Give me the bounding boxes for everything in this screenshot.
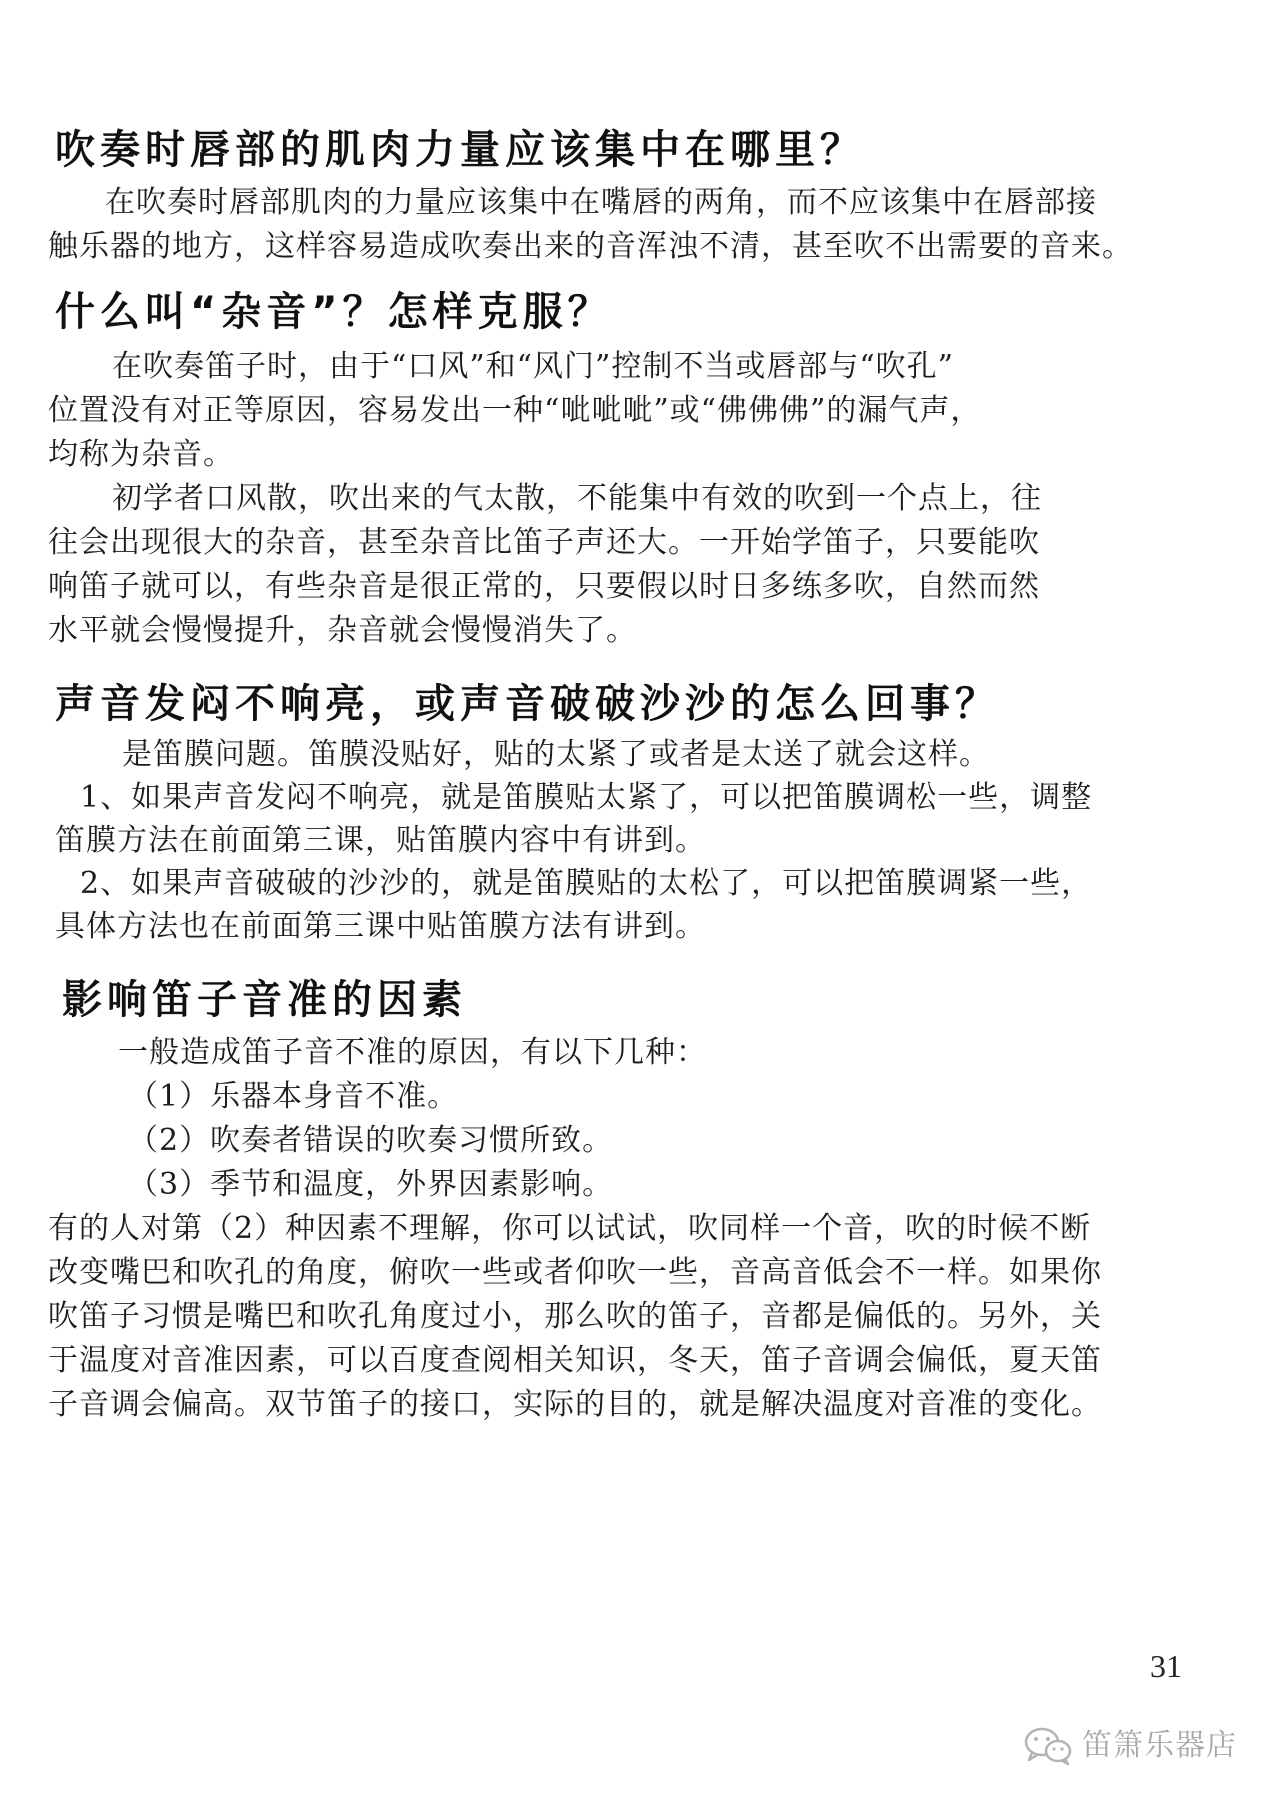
watermark-text: 笛箫乐器店 — [1082, 1728, 1237, 1763]
wechat-icon — [1022, 1726, 1074, 1766]
section-heading: 吹奏时唇部的肌肉力量应该集中在哪里？ — [55, 127, 865, 173]
paragraph-line: 于温度对音准因素，可以百度查阅相关知识，冬天，笛子音调会偏低，夏天笛 — [48, 1343, 1102, 1378]
paragraph-line: 往会出现很大的杂音，甚至杂音比笛子声还大。一开始学笛子，只要能吹 — [48, 525, 1040, 560]
paragraph-line: 初学者口风散，吹出来的气太散，不能集中有效的吹到一个点上，往 — [112, 481, 1042, 516]
paragraph-line: 位置没有对正等原因，容易发出一种“呲呲呲”或“佛佛佛”的漏气声， — [48, 393, 982, 428]
section-heading: 声音发闷不响亮，或声音破破沙沙的怎么回事？ — [55, 681, 1000, 727]
paragraph-line: 触乐器的地方，这样容易造成吹奏出来的音浑浊不清，甚至吹不出需要的音来。 — [48, 229, 1133, 264]
paragraph-line: 是笛膜问题。笛膜没贴好，贴的太紧了或者是太送了就会这样。 — [122, 737, 990, 772]
paragraph-line: 改变嘴巴和吹孔的角度，俯吹一些或者仰吹一些，音高音低会不一样。如果你 — [48, 1255, 1102, 1290]
paragraph-line: 1、如果声音发闷不响亮，就是笛膜贴太紧了，可以把笛膜调松一些，调整 — [80, 780, 1093, 815]
paragraph-line: 具体方法也在前面第三课中贴笛膜方法有讲到。 — [55, 909, 706, 944]
paragraph-line: （1）乐器本身音不准。 — [128, 1079, 459, 1114]
paragraph-line: 2、如果声音破破的沙沙的，就是笛膜贴的太松了，可以把笛膜调紧一些， — [80, 866, 1093, 901]
paragraph-line: 吹笛子习惯是嘴巴和吹孔角度过小，那么吹的笛子，音都是偏低的。另外，关 — [48, 1299, 1102, 1334]
watermark — [1022, 1726, 1237, 1766]
paragraph-line: 有的人对第（2）种因素不理解，你可以试试，吹同样一个音，吹的时候不断 — [48, 1211, 1092, 1246]
paragraph-line: （3）季节和温度，外界因素影响。 — [128, 1167, 614, 1202]
paragraph-line: 水平就会慢慢提升，杂音就会慢慢消失了。 — [48, 613, 637, 648]
paragraph-line: 响笛子就可以，有些杂音是很正常的，只要假以时日多练多吹，自然而然 — [48, 569, 1040, 604]
section-heading: 影响笛子音准的因素 — [62, 977, 467, 1023]
paragraph-line: 一般造成笛子音不准的原因，有以下几种： — [118, 1035, 707, 1070]
page-number: 31 — [1150, 1648, 1182, 1684]
section-heading: 什么叫“杂音”？怎样克服？ — [55, 289, 613, 335]
paragraph-line: 子音调会偏高。双节笛子的接口，实际的目的，就是解决温度对音准的变化。 — [48, 1387, 1102, 1422]
paragraph-line: 笛膜方法在前面第三课，贴笛膜内容中有讲到。 — [55, 823, 706, 858]
paragraph-line: 均称为杂音。 — [48, 437, 234, 472]
paragraph-line: 在吹奏笛子时，由于“口风”和“风门”控制不当或唇部与“吹孔” — [112, 349, 955, 384]
paragraph-line: 在吹奏时唇部肌肉的力量应该集中在嘴唇的两角，而不应该集中在唇部接 — [105, 185, 1097, 220]
paragraph-line: （2）吹奏者错误的吹奏习惯所致。 — [128, 1123, 614, 1158]
